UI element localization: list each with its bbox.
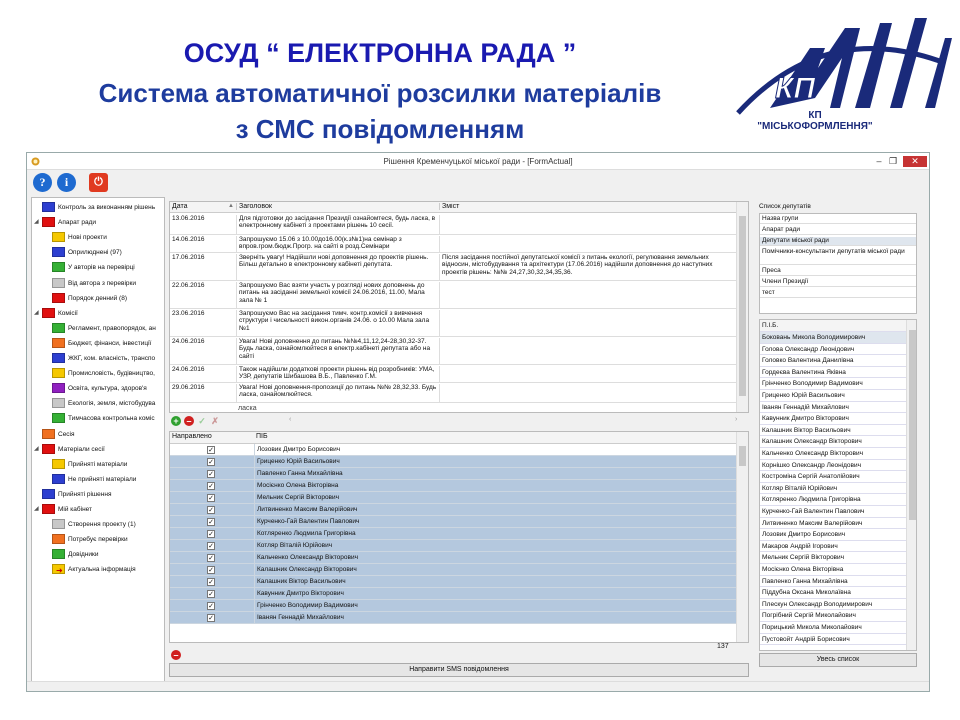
tree-item[interactable]	[44, 292, 127, 305]
right-panel	[759, 201, 919, 686]
message-row[interactable]	[170, 383, 736, 403]
tree-item-label: Від автора з перевірки	[68, 279, 136, 287]
messages-toolbar	[169, 413, 749, 427]
sent-checkbox[interactable]: ✓	[208, 591, 214, 598]
message-row[interactable]	[170, 253, 736, 281]
deputy-item[interactable]: Лозовик Дмитро Борисович	[760, 529, 906, 541]
tree-item-label: Промисловість, будівництво,	[68, 370, 155, 378]
window-title: Рішення Кременчуцької міської ради - [FormActual]	[383, 157, 573, 166]
messages-header	[170, 202, 736, 213]
tree-item-label: Довідники	[68, 551, 99, 559]
message-title: Для підготовки до засідання Президії ознайомтеся, будь ласка, в електронному кабінеті з проектами рішень 10 сесії.	[236, 215, 439, 235]
message-row[interactable]	[170, 309, 736, 337]
tree-item[interactable]	[44, 382, 147, 395]
folder-icon	[52, 323, 65, 333]
recipient-name: Гриценко Юрій Васильович	[254, 456, 724, 468]
tree-item-label: Освіта, культура, здоров'я	[68, 385, 147, 393]
groups-list	[759, 213, 917, 314]
messages-table	[169, 201, 749, 413]
folder-icon	[42, 489, 55, 499]
folder-icon	[52, 278, 65, 288]
recipient-row[interactable]	[170, 456, 736, 468]
tree-item[interactable]	[44, 563, 136, 576]
recipient-name: Котляр Віталій Юрійович	[254, 540, 724, 552]
group-item[interactable]: Апарат ради	[760, 226, 916, 235]
title-bar	[27, 153, 929, 170]
tree-item-label: Бюджет, фінанси, інвестиції	[68, 339, 152, 347]
toolbar	[27, 170, 929, 196]
sent-checkbox[interactable]: ✓	[208, 531, 214, 538]
message-title: Запрошуємо 15.06 з 10.00до16.00(к.з№1)на семінар з впров.гром.бюдж.Прогр. на сайті в розд.Семінари	[236, 236, 439, 253]
recipients-scrollbar[interactable]	[736, 432, 748, 642]
recipient-row[interactable]	[170, 468, 736, 480]
folder-icon	[52, 232, 65, 242]
deputy-item[interactable]: Макаров Андрій Ігорович	[760, 541, 906, 553]
tree-item[interactable]	[44, 231, 107, 244]
message-row[interactable]	[170, 281, 736, 309]
deputy-item[interactable]: Головко Валентина Данилівна	[760, 355, 906, 367]
recipient-name: Іванян Геннадій Михайлович	[254, 612, 724, 624]
recipient-row[interactable]	[170, 528, 736, 540]
col-title-header[interactable]: Заголовок	[236, 203, 439, 210]
folder-icon	[42, 504, 55, 514]
deputy-item[interactable]: Погрібний Сергій Миколайович	[760, 610, 906, 622]
tree-item-label: Порядок денний (8)	[68, 294, 128, 302]
recipients-table	[169, 431, 749, 643]
tree-item[interactable]	[44, 458, 127, 471]
folder-icon	[42, 444, 55, 454]
sent-checkbox[interactable]: ✓	[208, 603, 214, 610]
recipient-row[interactable]	[170, 492, 736, 504]
tree-item-label: Прийняті матеріали	[68, 460, 128, 468]
logo-text: КП	[775, 72, 816, 105]
tree-item[interactable]	[44, 246, 122, 259]
tree-item-label: У авторів на перевірці	[68, 264, 135, 272]
recipient-name: Кавунник Дмитро Вікторович	[254, 588, 724, 600]
tree-item-label: Оприлюднені (97)	[68, 249, 122, 257]
deputy-item[interactable]: Порицький Микола Миколайович	[760, 622, 906, 634]
deputy-item[interactable]: Пустовойт Андрій Борисович	[760, 634, 906, 646]
tree-item-label: Тимчасова контрольна коміс	[68, 415, 155, 423]
tree-item[interactable]	[44, 261, 135, 274]
recipient-name: Лозовик Дмитро Борисович	[254, 444, 724, 456]
recipient-name: Грінченко Володимир Вадимович	[254, 600, 724, 612]
full-list-button[interactable]: Увесь список	[759, 653, 917, 667]
tree-item[interactable]	[34, 307, 78, 320]
tree-item-label: Регламент, правопорядок, ан	[68, 324, 156, 332]
deputy-item[interactable]: Калашник Віктор Васильович	[760, 425, 906, 437]
recipient-row[interactable]	[170, 504, 736, 516]
message-content	[439, 384, 736, 403]
group-item[interactable]: Члени Президії	[760, 278, 916, 287]
message-content	[439, 282, 736, 309]
message-row[interactable]	[170, 365, 736, 383]
folder-icon	[52, 398, 65, 408]
recipient-row[interactable]	[170, 480, 736, 492]
recipient-name: Литвиненко Максим Валерійович	[254, 504, 724, 516]
deputy-item[interactable]: Гордеєва Валентина Яківна	[760, 367, 906, 379]
folder-icon	[52, 413, 65, 423]
message-title: Запрошуємо Вас на засідання тимч. контр.комісії з вивчення структури і чисельності викон.органів 24.06. о 10.00 Мала зала №1	[236, 310, 439, 337]
col-content-header[interactable]: Зміст	[439, 203, 736, 210]
power-icon[interactable]: ⏻	[89, 173, 108, 192]
expand-icon[interactable]: ◢	[34, 219, 39, 226]
folder-icon	[52, 534, 65, 544]
deputies-scrollbar[interactable]	[906, 320, 917, 650]
tree-item[interactable]	[44, 397, 155, 410]
folder-icon	[42, 202, 55, 212]
tree-item[interactable]	[34, 443, 105, 456]
messages-scrollbar[interactable]	[736, 202, 748, 412]
folder-icon	[52, 247, 65, 257]
tree-item-label: Актуальна інформація	[68, 566, 136, 574]
folder-icon	[52, 519, 65, 529]
recipient-row[interactable]	[170, 588, 736, 600]
tree-item-label: Нові проекти	[68, 234, 107, 242]
scroll-right-icon[interactable]: ›	[735, 416, 738, 423]
recipient-name: Котляренко Людмила Григорівна	[254, 528, 724, 540]
deputy-item[interactable]: Боковань Микола Володимирович	[760, 332, 906, 344]
tree-item-label: ЖКГ, ком. власність, транспо	[68, 355, 156, 362]
recipient-row[interactable]	[170, 612, 736, 624]
expand-icon[interactable]: ◢	[34, 309, 39, 316]
tree-item[interactable]	[44, 337, 151, 350]
deputy-item[interactable]: Іванян Геннадій Михайлович	[760, 402, 906, 414]
remove-icon[interactable]: –	[184, 416, 194, 426]
tree-item[interactable]	[44, 533, 128, 546]
folder-icon	[52, 459, 65, 469]
recipient-name: Павленко Ганна Михайлівна	[254, 468, 724, 480]
recipient-name: Калашник Віктор Васильович	[254, 576, 724, 588]
slide-title-line2: Система автоматичної розсилки матеріалів	[98, 78, 662, 108]
tree-item-label: Матеріали сесії	[58, 445, 105, 453]
message-content	[439, 215, 736, 235]
recipient-row[interactable]	[170, 540, 736, 552]
recipient-row[interactable]	[170, 600, 736, 612]
recipients-scroll-thumb[interactable]	[739, 446, 746, 466]
folder-icon	[52, 338, 65, 348]
tree-item-label: Комісії	[58, 309, 78, 317]
expand-icon[interactable]: ◢	[34, 445, 39, 452]
message-row[interactable]	[170, 214, 736, 235]
message-title: Також надійшли додаткові проекти рішень від розробників: УМА, УЗР, депутатів Шибашова В.Б., Павленко Г.М.	[236, 366, 439, 383]
tree-item[interactable]	[34, 488, 111, 501]
sent-checkbox[interactable]: ✓	[208, 471, 214, 478]
recipients-count: 137	[717, 643, 729, 650]
tree-item[interactable]	[34, 428, 75, 441]
message-content	[439, 236, 736, 253]
group-item[interactable]: тест	[760, 289, 916, 298]
sent-checkbox[interactable]: ✓	[208, 519, 214, 526]
sent-checkbox[interactable]: ✓	[208, 579, 214, 586]
recipient-row[interactable]	[170, 576, 736, 588]
recipient-name: Мосієнко Олена Вікторівна	[254, 480, 724, 492]
recipient-row[interactable]	[170, 516, 736, 528]
tree-item-label: Контроль за виконанням рішень	[58, 204, 156, 211]
folder-icon	[52, 262, 65, 272]
sent-checkbox[interactable]: ✓	[208, 507, 214, 514]
slide-title-line1: ОСУД “ ЕЛЕКТРОННА РАДА ”	[183, 38, 577, 68]
center-panel	[169, 201, 749, 686]
recipient-name: Калашник Олександр Вікторович	[254, 564, 724, 576]
logo-caption: КП "МІСЬКОФОРМЛЕННЯ"	[757, 110, 873, 132]
maximize-button[interactable]: ❐	[888, 156, 898, 166]
tree-item-label: Прийняті рішення	[58, 490, 112, 498]
group-item[interactable]: Помічники-консультанти депутатів міської ради	[760, 248, 916, 265]
message-date: 14.06.2016	[172, 236, 205, 243]
folder-icon	[52, 474, 65, 484]
deputies-header: П.І.Б.	[760, 320, 906, 332]
col-name-header[interactable]: ПІБ	[256, 433, 268, 440]
help-icon[interactable]: ?	[33, 173, 52, 192]
sort-arrow-icon: ▲	[228, 203, 234, 209]
message-date: 29.06.2016	[172, 384, 205, 391]
recipient-name: Кальченко Олександр Вікторович	[254, 552, 724, 564]
cancel-icon[interactable]: ✗	[211, 416, 219, 426]
deputy-item[interactable]: Гриценко Юрій Васильович	[760, 390, 906, 402]
slide-title-line3: з СМС повідомленням	[235, 114, 525, 144]
message-content: Після засідання постійної депутатської комісії з питань екології, регулювання земельних відносин, містобудування та архітектури (17.06.2016) надійшли доповнення до наступних проектів рішень: №№ 24,27,30,32,34,35,36.	[439, 254, 736, 281]
sent-checkbox[interactable]: ✓	[208, 555, 214, 562]
message-title: Зверніть увагу! Надійшли нові доповнення до проектів рішень. Більш детально в електронному кабінеті депутата.	[236, 254, 439, 281]
deputy-item[interactable]: Котляренко Людмила Григорівна	[760, 494, 906, 506]
tree-item-label: Мій кабінет	[58, 506, 93, 513]
close-button[interactable]: ✕	[903, 156, 927, 167]
group-item[interactable]: Преса	[760, 267, 916, 276]
col-date-header[interactable]: Дата	[172, 203, 188, 210]
group-item[interactable]: Назва групи	[760, 215, 916, 224]
sent-checkbox[interactable]: ✓	[208, 459, 214, 466]
tree-item[interactable]	[44, 352, 155, 365]
expand-icon[interactable]: ◢	[34, 506, 39, 512]
message-content	[439, 338, 736, 365]
send-sms-button[interactable]: Направити SMS повідомлення	[169, 663, 749, 677]
sent-checkbox[interactable]: ✓	[208, 447, 214, 454]
recipient-row[interactable]	[170, 552, 736, 564]
scroll-left-icon[interactable]: ‹	[289, 416, 292, 423]
folder-icon	[52, 353, 65, 363]
recipient-name: Курченко-Гай Валентин Павлович	[254, 516, 724, 528]
add-icon[interactable]: +	[171, 416, 181, 426]
minimize-button[interactable]: –	[876, 156, 882, 166]
recipient-row[interactable]	[170, 564, 736, 576]
tree-item-label: Сесія	[58, 430, 75, 438]
deputies-scroll-thumb[interactable]	[909, 330, 916, 520]
folder-icon	[52, 549, 65, 559]
arrow-folder-icon: ➜	[52, 564, 65, 574]
tree-item-label: Створення проекту (1)	[68, 521, 136, 529]
overflow-text: ласка	[238, 405, 257, 412]
tree-item-label: Екологія, земля, містобудува	[68, 400, 156, 408]
tree-item-label: Потребує перевірки	[68, 536, 128, 544]
message-title: Запрошуємо Вас взяти участь у розгляді нових доповнень до питань на засіданні земельної комісії 24.06.2016, 11.00, Мала зала № 1	[236, 282, 439, 309]
deputy-item[interactable]: Литвиненко Максим Валерійович	[760, 518, 906, 530]
info-icon[interactable]: i	[57, 173, 76, 192]
messages-scroll-thumb[interactable]	[739, 216, 746, 396]
recipients-footer	[169, 643, 749, 665]
recipients-header	[170, 432, 736, 444]
recipient-name: Мельник Сергій Вікторович	[254, 492, 724, 504]
tree-item-label: Не прийняті матеріали	[68, 475, 137, 483]
tree-item[interactable]	[44, 367, 155, 380]
folder-icon	[52, 293, 65, 303]
message-row[interactable]	[170, 337, 736, 365]
tree-item-label: Апарат ради	[58, 219, 96, 227]
deputy-item[interactable]: Корнішко Олександр Леонідович	[760, 460, 906, 472]
message-date: 23.06.2016	[172, 310, 205, 317]
message-content	[439, 310, 736, 337]
sent-checkbox[interactable]: ✓	[208, 567, 214, 574]
deputy-item[interactable]: Курченко-Гай Валентин Павлович	[760, 506, 906, 518]
folder-icon	[42, 429, 55, 439]
recipient-row[interactable]	[170, 444, 736, 456]
deputies-list	[759, 319, 917, 651]
tree-item[interactable]	[34, 216, 96, 229]
message-date: 24.06.2016	[172, 338, 205, 345]
deputy-item[interactable]: Голова Олександр Леонідович	[760, 344, 906, 356]
status-bar	[27, 681, 929, 691]
folder-icon	[42, 308, 55, 318]
message-date: 22.06.2016	[172, 282, 205, 289]
message-date: 13.06.2016	[172, 215, 205, 222]
tree-item[interactable]	[44, 473, 136, 486]
sent-checkbox[interactable]: ✓	[208, 543, 214, 550]
tree-item[interactable]	[44, 548, 98, 561]
tree-item[interactable]	[44, 277, 136, 290]
deputy-item[interactable]: Піддубна Оксана Миколаївна	[760, 587, 906, 599]
tree-item[interactable]	[44, 412, 155, 425]
deputy-item[interactable]: Плескун Олександр Володимирович	[760, 599, 906, 611]
col-sent-header[interactable]: Направлено	[172, 433, 212, 440]
deputy-item[interactable]: Павленко Ганна Михайлівна	[760, 576, 906, 588]
deputy-item[interactable]: Кальченко Олександр Вікторович	[760, 448, 906, 460]
message-row[interactable]	[170, 235, 736, 253]
sent-checkbox[interactable]: ✓	[208, 495, 214, 502]
message-title: Увага! Нові доповнення до питань №№4,11,12,24-28,30,32-37. Будь ласка, ознайомлюйтеся в електр.кабінеті депутата або на сайті	[236, 338, 439, 365]
remove-recipient-icon[interactable]: –	[171, 650, 181, 660]
tree-item[interactable]	[44, 518, 136, 531]
sent-checkbox[interactable]: ✓	[208, 483, 214, 490]
deputy-item[interactable]: Кавунник Дмитро Вікторович	[760, 413, 906, 425]
message-title: Увага! Нові доповнення-пропозиції до питань №№ 28,32,33. Будь ласка, ознайомлюйтеся.	[236, 384, 439, 403]
folder-icon	[52, 383, 65, 393]
message-date: 24.06.2016	[172, 366, 205, 373]
message-content	[439, 366, 736, 383]
deputy-item[interactable]: Калашник Олександр Вікторович	[760, 436, 906, 448]
group-item[interactable]: Депутати міської ради	[760, 237, 916, 246]
sent-checkbox[interactable]: ✓	[208, 615, 214, 622]
deputy-item[interactable]: Мосієнко Олена Вікторівна	[760, 564, 906, 576]
deputy-item[interactable]: Грінченко Володимир Вадимович	[760, 378, 906, 390]
deputy-item[interactable]: Котляр Віталій Юрійович	[760, 483, 906, 495]
navigation-tree	[31, 197, 165, 687]
deputy-item[interactable]: Костроміна Сергій Анатолійович	[760, 471, 906, 483]
folder-icon	[52, 368, 65, 378]
groups-label: Список депутатів	[759, 203, 811, 210]
folder-icon	[42, 217, 55, 227]
tree-item[interactable]	[34, 201, 155, 214]
check-icon[interactable]: ✓	[198, 416, 206, 426]
deputy-item[interactable]: Мельник Сергій Вікторович	[760, 552, 906, 564]
tree-item[interactable]	[34, 503, 92, 516]
tree-item[interactable]	[44, 322, 156, 335]
message-date: 17.06.2016	[172, 254, 205, 261]
app-window	[26, 152, 930, 692]
